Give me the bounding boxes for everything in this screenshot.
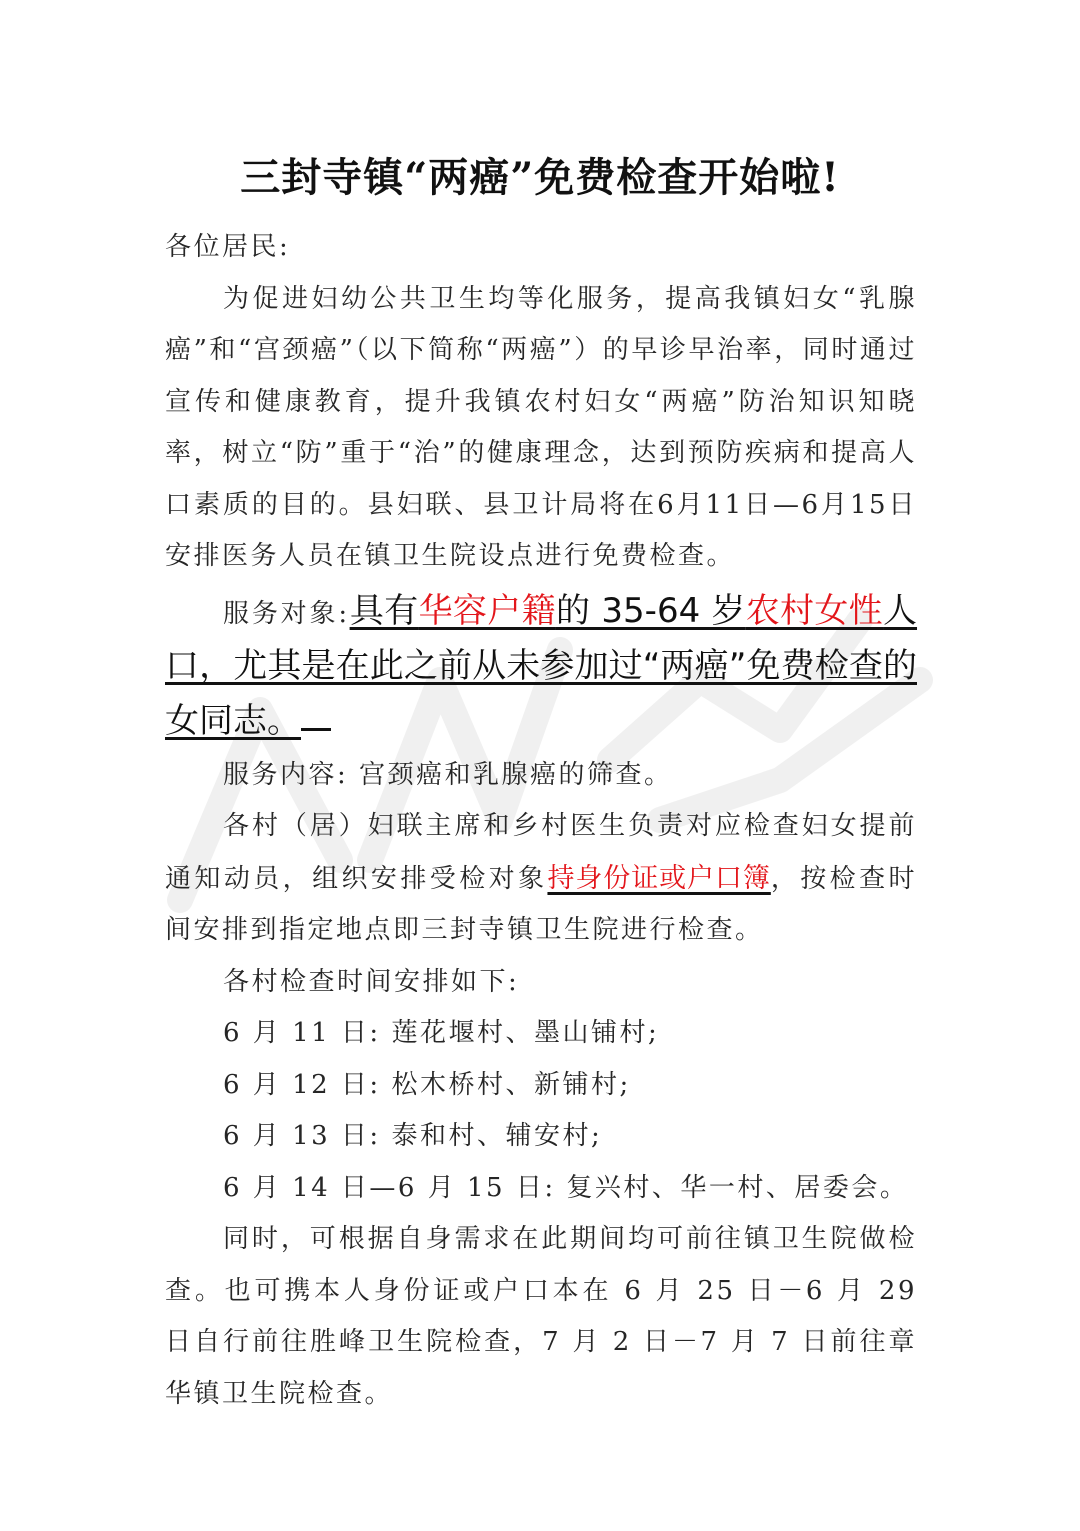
schedule-intro: 各村检查时间安排如下: xyxy=(223,966,520,997)
schedule-item-2: 6 月 12 日: 松木桥村、新铺村; xyxy=(223,1069,631,1100)
service-target-paragraph xyxy=(165,585,917,750)
closing-paragraph: 同时，可根据自身需求在此期间均可前往镇卫生院做检查。也可携本人身份证或户口本在 6 月 25 日－6 月 29 日自行前往胜峰卫生院检查，7 月 2 日－7 月 7 日前往章华镇卫生院检查。 xyxy=(165,1224,917,1409)
service-target-hukou: 华容户籍 xyxy=(418,590,556,631)
underline-tail xyxy=(301,728,331,731)
schedule-item-1: 6 月 11 日: 莲花堰村、墨山铺村; xyxy=(223,1018,660,1048)
document-body xyxy=(165,222,917,1420)
schedule-item-4: 6 月 14 日—6 月 15 日: 复兴村、华一村、居委会。 xyxy=(223,1172,909,1203)
notice-text-1: 各村（居）妇联主席和乡村医生负责对应检查妇女提前通知动员，组织安排受检对象 xyxy=(165,811,917,894)
intro-paragraph: 为促进妇幼公共卫生均等化服务，提高我镇妇女“乳腺癌”和“宫颈癌”（以下简称“两癌”）的早诊早治率，同时通过宣传和健康教育，提升我镇农村妇女“两癌”防治知识知晓率，树立“防”重于“治”的健康理念，达到预防疾病和提高人口素质的目的。县妇联、县卫计局将在6月11日—6月15日安排医务人员在镇卫生院设点进行免费检查。 xyxy=(165,283,917,571)
service-target-rural-women: 农村女性 xyxy=(745,590,884,631)
salutation: 各位居民: xyxy=(165,232,291,262)
notice-id-requirement: 持身份证或户口簿 xyxy=(547,862,771,894)
schedule-item-3: 6 月 13 日: 泰和村、辅安村; xyxy=(223,1121,603,1151)
service-target-label: 服务对象: xyxy=(223,598,350,629)
service-content-paragraph: 服务内容: 宫颈癌和乳腺癌的筛查。 xyxy=(223,759,673,790)
notice-paragraph xyxy=(165,801,917,957)
service-target-text-2: 人口，尤其是在此之前从未参加过“两癌”免费检查的女同志。 xyxy=(165,590,918,741)
service-target-text-1: 具有 xyxy=(349,590,419,631)
document-title: 三封寺镇“两癌”免费检查开始啦! xyxy=(240,154,840,201)
service-target-age: 的 35-64 岁 xyxy=(555,590,746,631)
notice-text-2: ，按检查时间安排到指定地点即三封寺镇卫生院进行检查。 xyxy=(165,863,917,945)
